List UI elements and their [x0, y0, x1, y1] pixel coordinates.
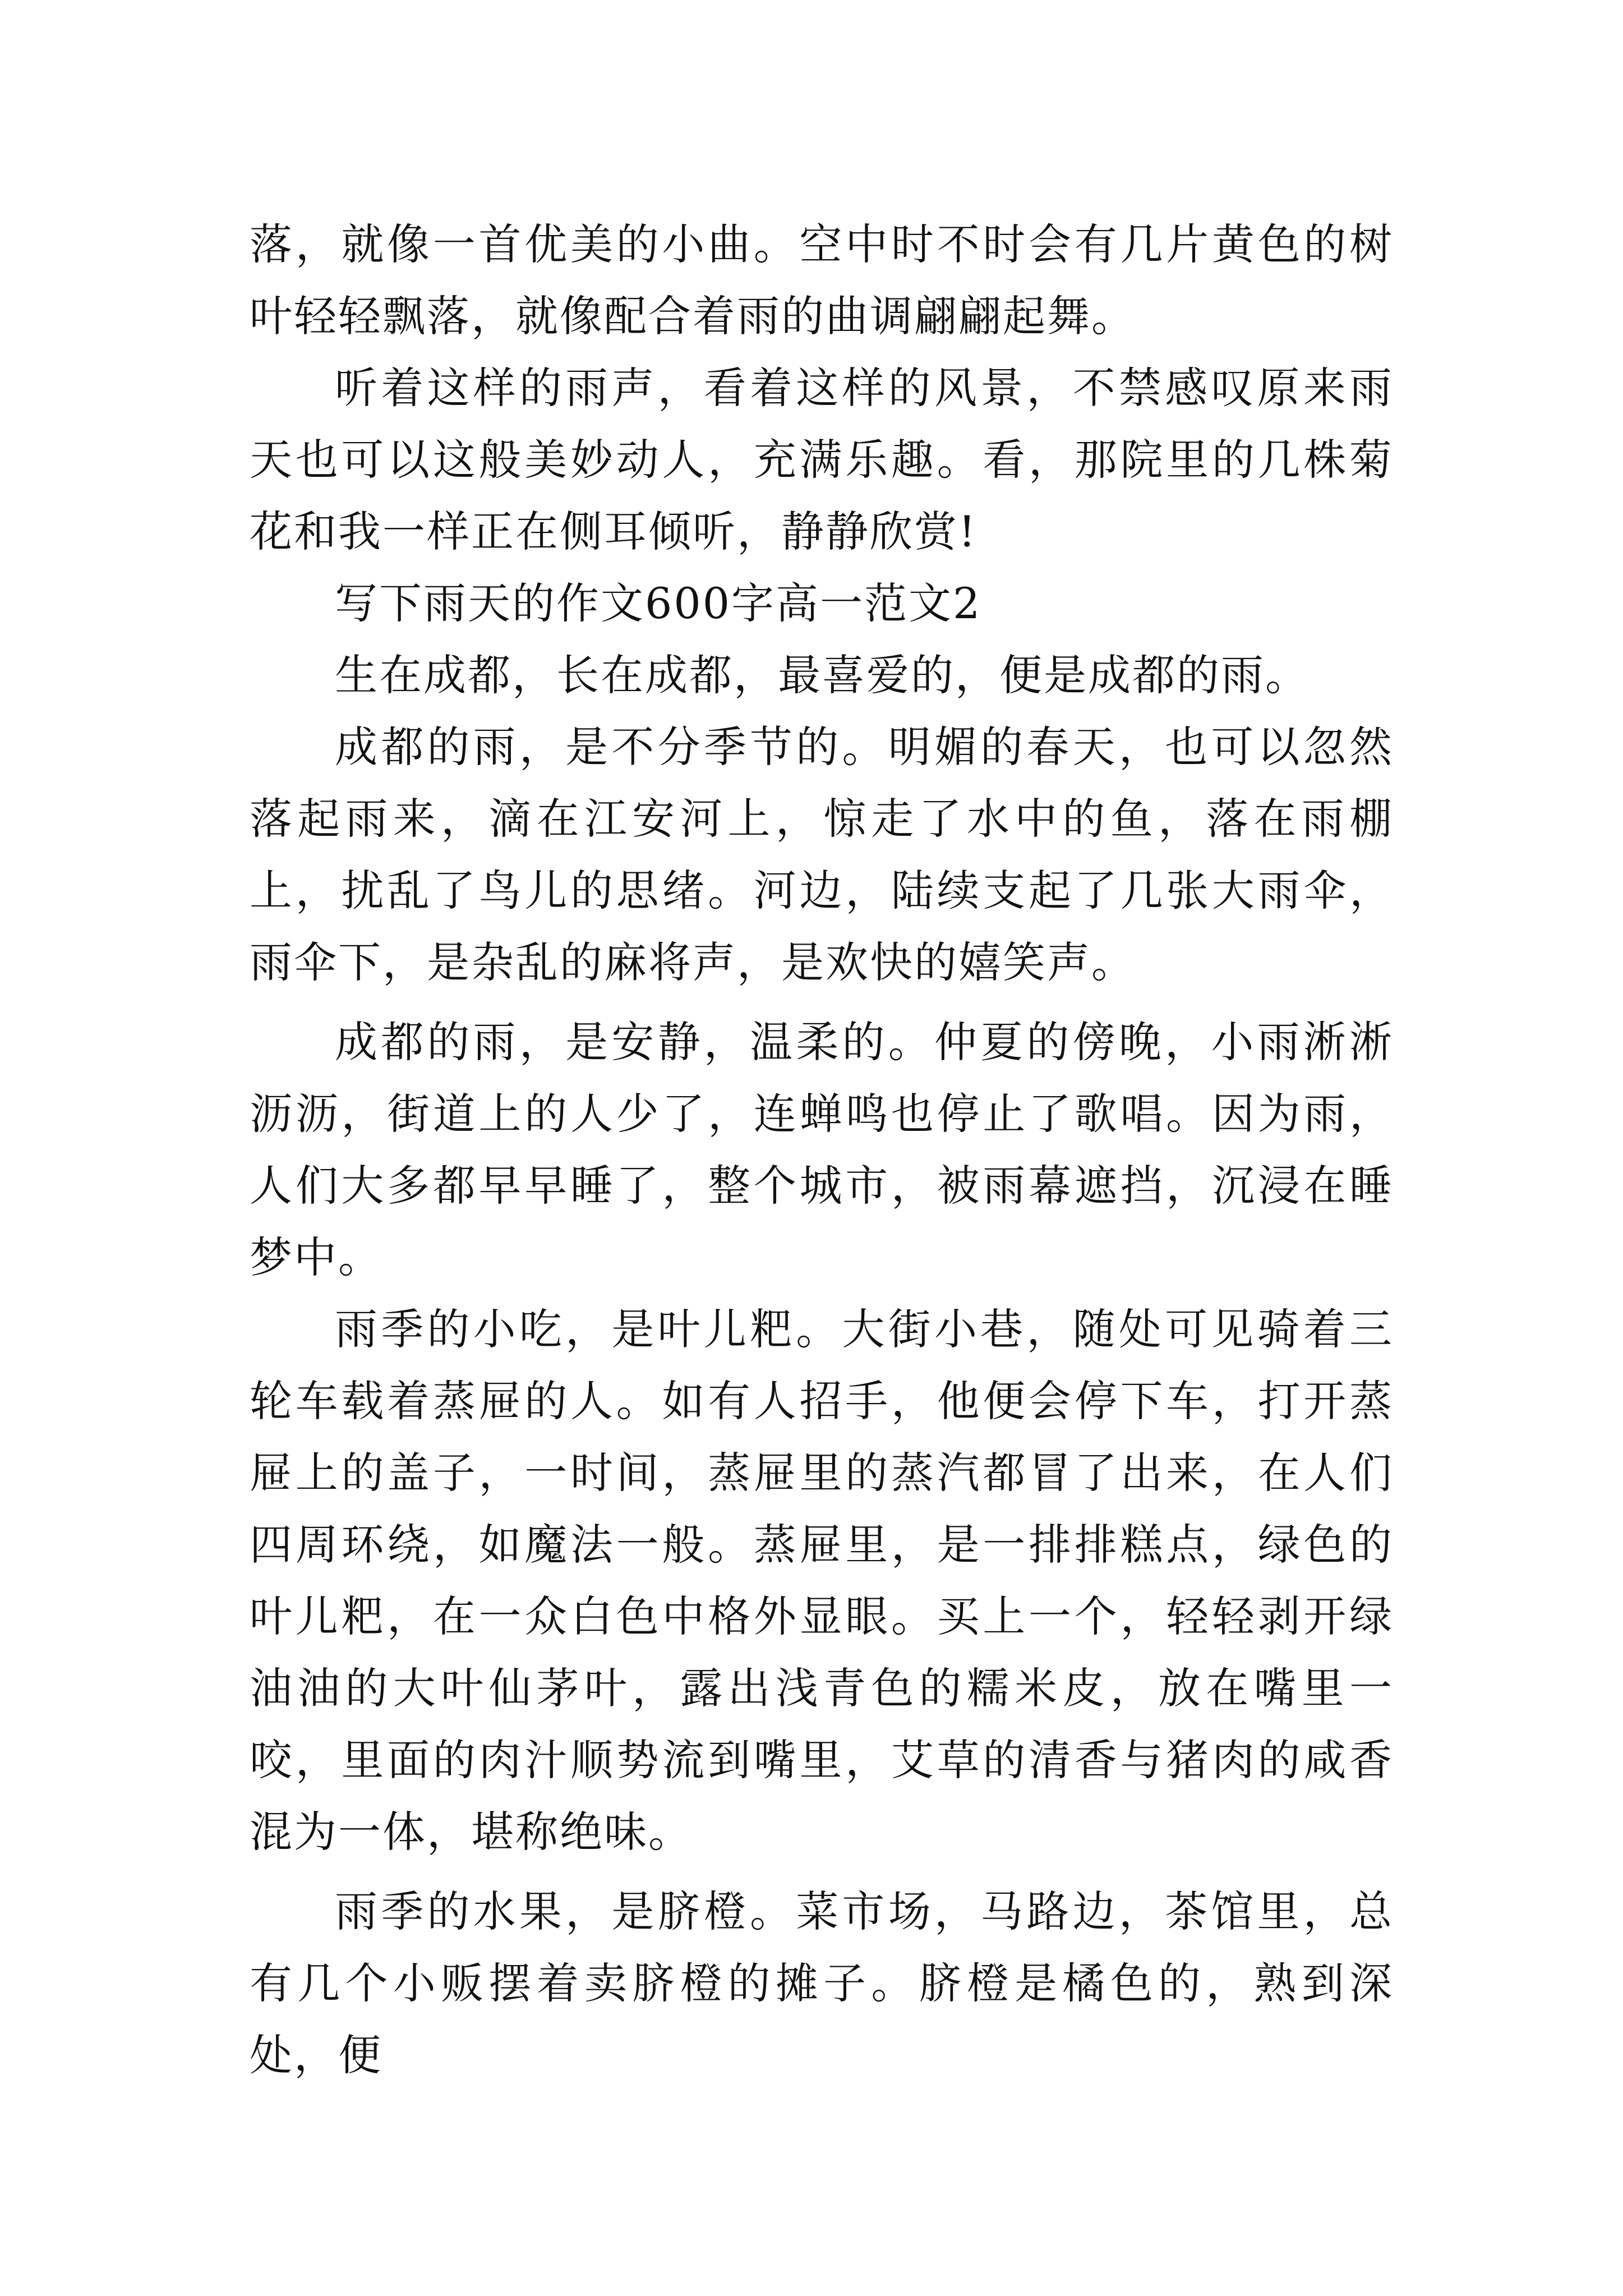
paragraph-2: 听着这样的雨声，看着这样的风景，不禁感叹原来雨天也可以这般美妙动人，充满乐趣。看，那院里的几株菊花和我一样正在侧耳倾听，静静欣赏! — [250, 363, 1394, 556]
paragraph-6: 成都的雨，是安静，温柔的。仲夏的傍晚，小雨淅淅沥沥，街道上的人少了，连蝉鸣也停止了歌唱。因为雨，人们大多都早早睡了，整个城市，被雨幕遮挡，沉浸在睡梦中。 — [250, 1017, 1394, 1282]
paragraph-5: 成都的雨，是不分季节的。明媚的春天，也可以忽然落起雨来，滴在江安河上，惊走了水中的鱼，落在雨棚上，扰乱了鸟儿的思绪。河边，陆续支起了几张大雨伞，雨伞下，是杂乱的麻将声，是欢快的嬉笑声。 — [250, 722, 1394, 987]
paragraph-7: 雨季的小吃，是叶儿粑。大街小巷，随处可见骑着三轮车载着蒸屉的人。如有人招手，他便会停下车，打开蒸屉上的盖子，一时间，蒸屉里的蒸汽都冒了出来，在人们四周环绕，如魔法一般。蒸屉里，是一排排糕点，绿色的叶儿粑，在一众白色中格外显眼。买上一个，轻轻剥开绿油油的大叶仙茅叶，露出浅青色的糯米皮，放在嘴里一咬，里面的肉汁顺势流到嘴里，艾草的清香与猪肉的咸香混为一体，堪称绝味。 — [250, 1304, 1394, 1857]
paragraph-8: 雨季的水果，是脐橙。菜市场，马路边，茶馆里，总有几个小贩摆着卖脐橙的摊子。脐橙是橘色的，熟到深处，便 — [250, 1887, 1394, 2080]
paragraph-4: 生在成都，长在成都，最喜爱的，便是成都的雨。 — [335, 650, 1310, 700]
paragraph-1: 落，就像一首优美的小曲。空中时不时会有几片黄色的树叶轻轻飘落，就像配合着雨的曲调翩翩起舞。 — [250, 219, 1394, 341]
document-body — [250, 209, 1394, 2091]
essay-title: 写下雨天的作文600字高一范文2 — [335, 578, 982, 628]
